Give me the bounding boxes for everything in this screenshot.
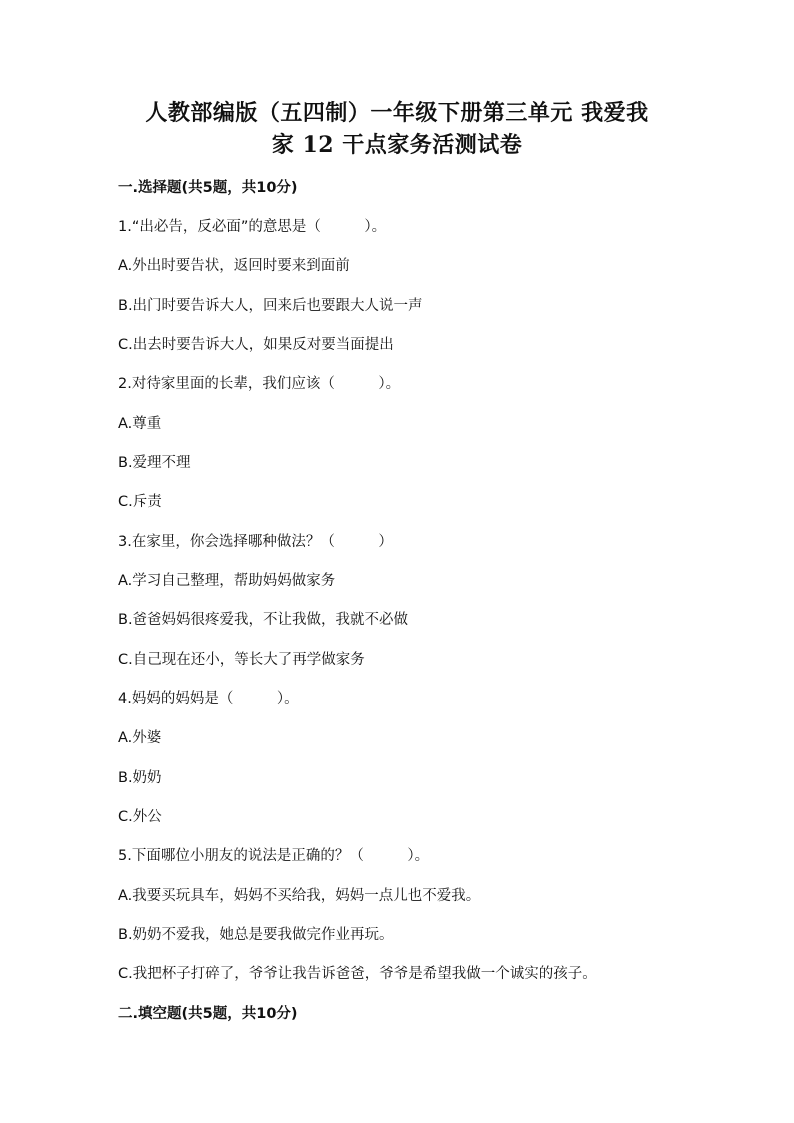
question-option: A.外婆 <box>118 730 162 746</box>
section-heading-choice: 一.选择题(共5题，共10分) <box>118 180 298 196</box>
question-option: B.奶奶 <box>118 770 162 786</box>
question-option: C.出去时要告诉大人，如果反对要当面提出 <box>118 337 394 353</box>
question-option: B.出门时要告诉大人，回来后也要跟大人说一声 <box>118 298 423 314</box>
question-option: A.尊重 <box>118 416 162 432</box>
question-option: C.我把杯子打碎了，爷爷让我告诉爸爸，爷爷是希望我做一个诚实的孩子。 <box>118 966 597 982</box>
section-heading-fill-in: 二.填空题(共5题，共10分) <box>118 1006 298 1022</box>
question-option: A.我要买玩具车，妈妈不买给我，妈妈一点儿也不爱我。 <box>118 888 481 904</box>
question-option: C.自己现在还小，等长大了再学做家务 <box>118 652 365 668</box>
question-option: B.爸爸妈妈很疼爱我，不让我做，我就不必做 <box>118 612 409 628</box>
question-stem: 2.对待家里面的长辈，我们应该（ ）。 <box>118 376 401 392</box>
question-option: A.外出时要告状，返回时要来到面前 <box>118 258 350 274</box>
question-stem: 3.在家里，你会选择哪种做法？（ ） <box>118 534 393 550</box>
question-option: A.学习自己整理，帮助妈妈做家务 <box>118 573 336 589</box>
question-option: B.奶奶不爱我，她总是要我做完作业再玩。 <box>118 927 394 943</box>
exam-title-line-2: 家 12 干点家务活测试卷 <box>271 132 523 158</box>
question-option: B.爱理不理 <box>118 455 191 471</box>
question-stem: 1.“出必告，反必面”的意思是（ ）。 <box>118 219 387 235</box>
question-stem: 4.妈妈的妈妈是（ ）。 <box>118 691 299 707</box>
exam-title-line-1: 人教部编版（五四制）一年级下册第三单元 我爱我 <box>145 100 649 126</box>
question-option: C.斥责 <box>118 494 162 510</box>
question-option: C.外公 <box>118 809 162 825</box>
question-stem: 5.下面哪位小朋友的说法是正确的？（ ）。 <box>118 848 430 864</box>
